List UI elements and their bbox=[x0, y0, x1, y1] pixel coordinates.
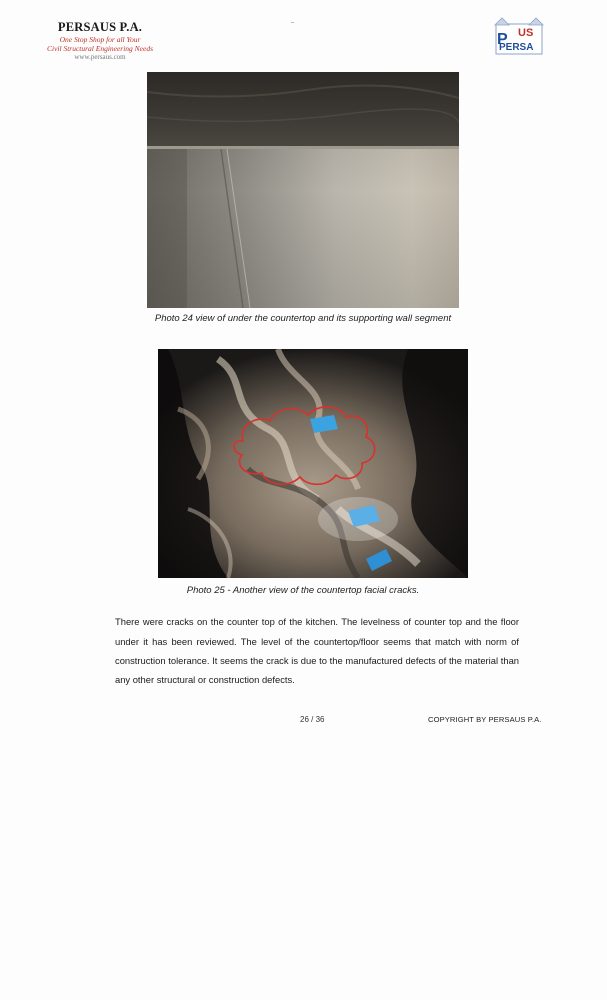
logo-initial-text: P bbox=[497, 31, 508, 48]
photo-25-caption: Photo 25 - Another view of the countertop facial cracks. bbox=[186, 585, 420, 596]
photo-24 bbox=[147, 72, 459, 308]
logo-us-text: US bbox=[518, 27, 534, 39]
company-tagline-2: Civil Structural Engineering Needs bbox=[46, 44, 154, 53]
page-number: 26 / 36 bbox=[300, 715, 325, 724]
body-paragraph: There were cracks on the counter top of the kitchen. The levelness of counter top and the floor under it has been reviewed. The level of the countertop/floor seems that match with norm of construction tolerance. It seems the crack is due to the manufactured defects of the material than any other structural or construction defects. bbox=[115, 616, 519, 685]
photo-25-image bbox=[158, 349, 468, 578]
persaus-logo-icon bbox=[494, 16, 544, 56]
photo-24-caption: Photo 24 view of under the countertop and its supporting wall segment bbox=[154, 313, 452, 324]
company-website: www.persaus.com bbox=[74, 53, 126, 61]
company-letterhead bbox=[40, 20, 160, 62]
logo-persa-text: PERSA bbox=[499, 42, 534, 53]
company-name: PERSAUS P.A. bbox=[57, 20, 143, 34]
company-tagline-1: One Stop Shop for all Your bbox=[59, 35, 141, 44]
copyright-notice: COPYRIGHT BY PERSAUS P.A. bbox=[428, 715, 542, 724]
photo-25 bbox=[158, 349, 468, 578]
scan-mark bbox=[291, 22, 294, 23]
photo-24-image bbox=[147, 72, 459, 308]
